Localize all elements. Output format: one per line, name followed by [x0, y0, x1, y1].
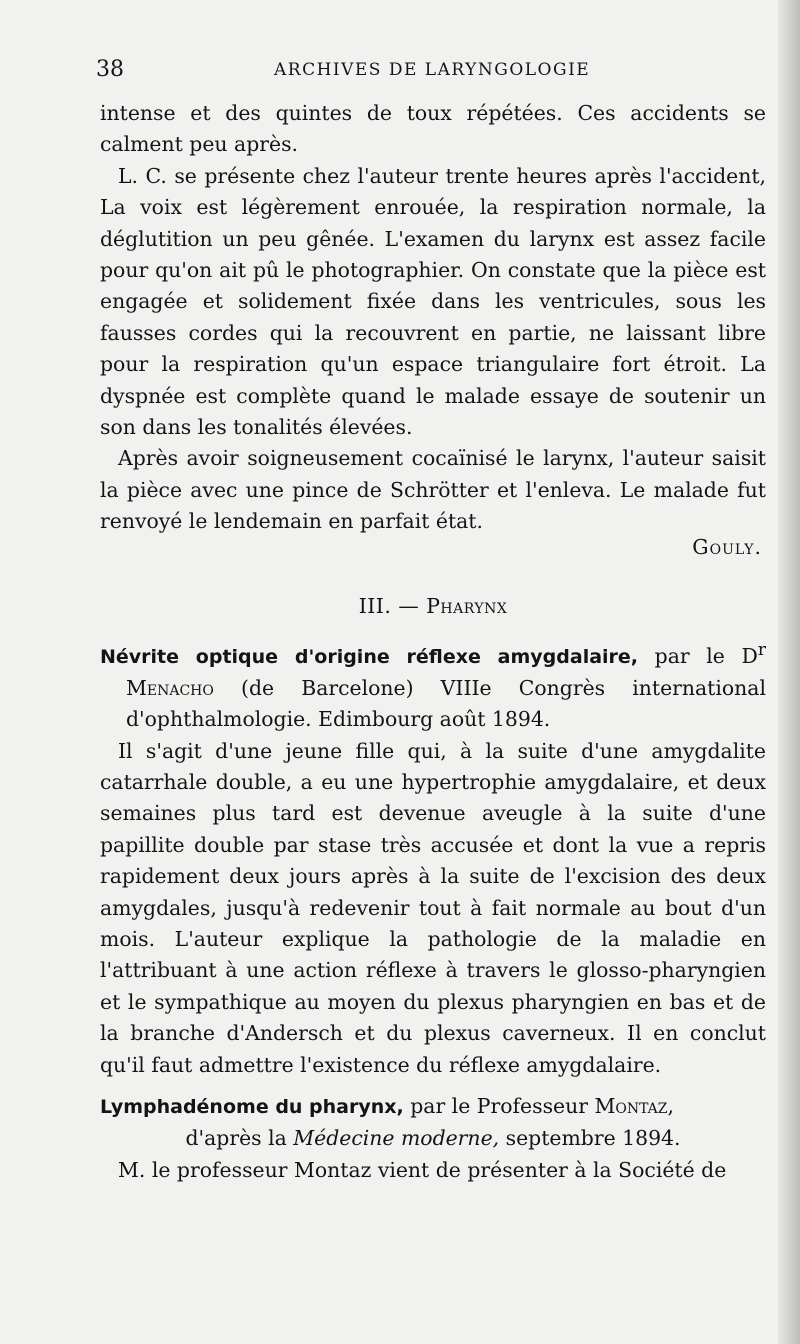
- section-number: III. —: [358, 594, 427, 619]
- article3-title: Lymphadénome du pharynx,: [100, 1095, 404, 1118]
- article3-author: Montaz,: [594, 1093, 674, 1118]
- article2-by-sup: r: [757, 639, 766, 660]
- article1-paragraph-3: Après avoir soigneusement cocaïnisé le larynx, l'auteur saisit la pièce avec une pince de Schrötter et l'enleva. Le malade fut renvoyé le lendemain en parfait état.: [100, 446, 766, 534]
- page-number: 38: [96, 57, 124, 82]
- article1-paragraph-2: L. C. se présente chez l'auteur trente heures après l'accident, La voix est légèrement enrouée, la respiration normale, la déglutition un peu gênée. L'examen du larynx est assez facile pour qu'on ait pû le photographier. On constate que la pièce est engagée et solidement fixée dans les ventricules, sous les fausses cordes qui la recouvrent en partie, ne laissant libre pour la respiration qu'un espace triangulaire fort étroit. La dyspnée est complète quand le malade essaye de soutenir un son dans les tonalités élevées.: [100, 163, 766, 440]
- article3-heading: [100, 1091, 766, 1123]
- running-title: ARCHIVES DE LARYNGOLOGIE: [274, 60, 591, 80]
- article2-by: par le D: [638, 643, 758, 668]
- article3-by: par le Professeur: [403, 1093, 595, 1118]
- article3-source: [100, 1123, 766, 1154]
- page-body: [100, 98, 766, 1186]
- section-heading: [100, 591, 766, 622]
- article2-citation: (de Barcelone) VIIIe Congrès international d'ophthalmologie. Edimbourg août 1894.: [126, 675, 766, 732]
- article1-paragraph-1: intense et des quintes de toux répétées. Ces accidents se calment peu après.: [100, 101, 766, 157]
- article1-signature: Gouly.: [692, 534, 762, 559]
- article2-paragraph-1: Il s'agit d'une jeune fille qui, à la suite d'une amygdalite catarrhale double, a eu une hypertrophie amygdalaire, et deux semaines plus tard est devenue aveugle à la suite d'une papillite double par stase très accusée et dont la vue a repris rapidement deux jours après à la suite de l'excision des deux amygdales, jusqu'à redevenir tout à fait normale au bout d'un mois. L'auteur explique la pathologie de la maladie en l'attribuant à une action réflexe à travers le glosso-pharyngien et le sympathique au moyen du plexus pharyngien en bas et de la branche d'Andersch et du plexus caverneux. Il en conclut qu'il faut admettre l'existence du réflexe amygdalaire.: [100, 738, 766, 1077]
- article3-paragraph-1: M. le professeur Montaz vient de présenter à la Société de: [118, 1157, 727, 1182]
- article2-title: Névrite optique d'origine réflexe amygdalaire,: [100, 645, 639, 668]
- article2-heading: [100, 635, 766, 736]
- page-edge: [778, 0, 800, 1344]
- article3-source-title: Médecine moderne,: [293, 1126, 500, 1151]
- article2-author: Menacho: [126, 675, 214, 700]
- page-header: [96, 57, 766, 87]
- section-name: Pharynx: [426, 594, 508, 619]
- article3-source-prefix: d'après la: [185, 1126, 294, 1151]
- article3-source-date: septembre 1894.: [499, 1126, 681, 1151]
